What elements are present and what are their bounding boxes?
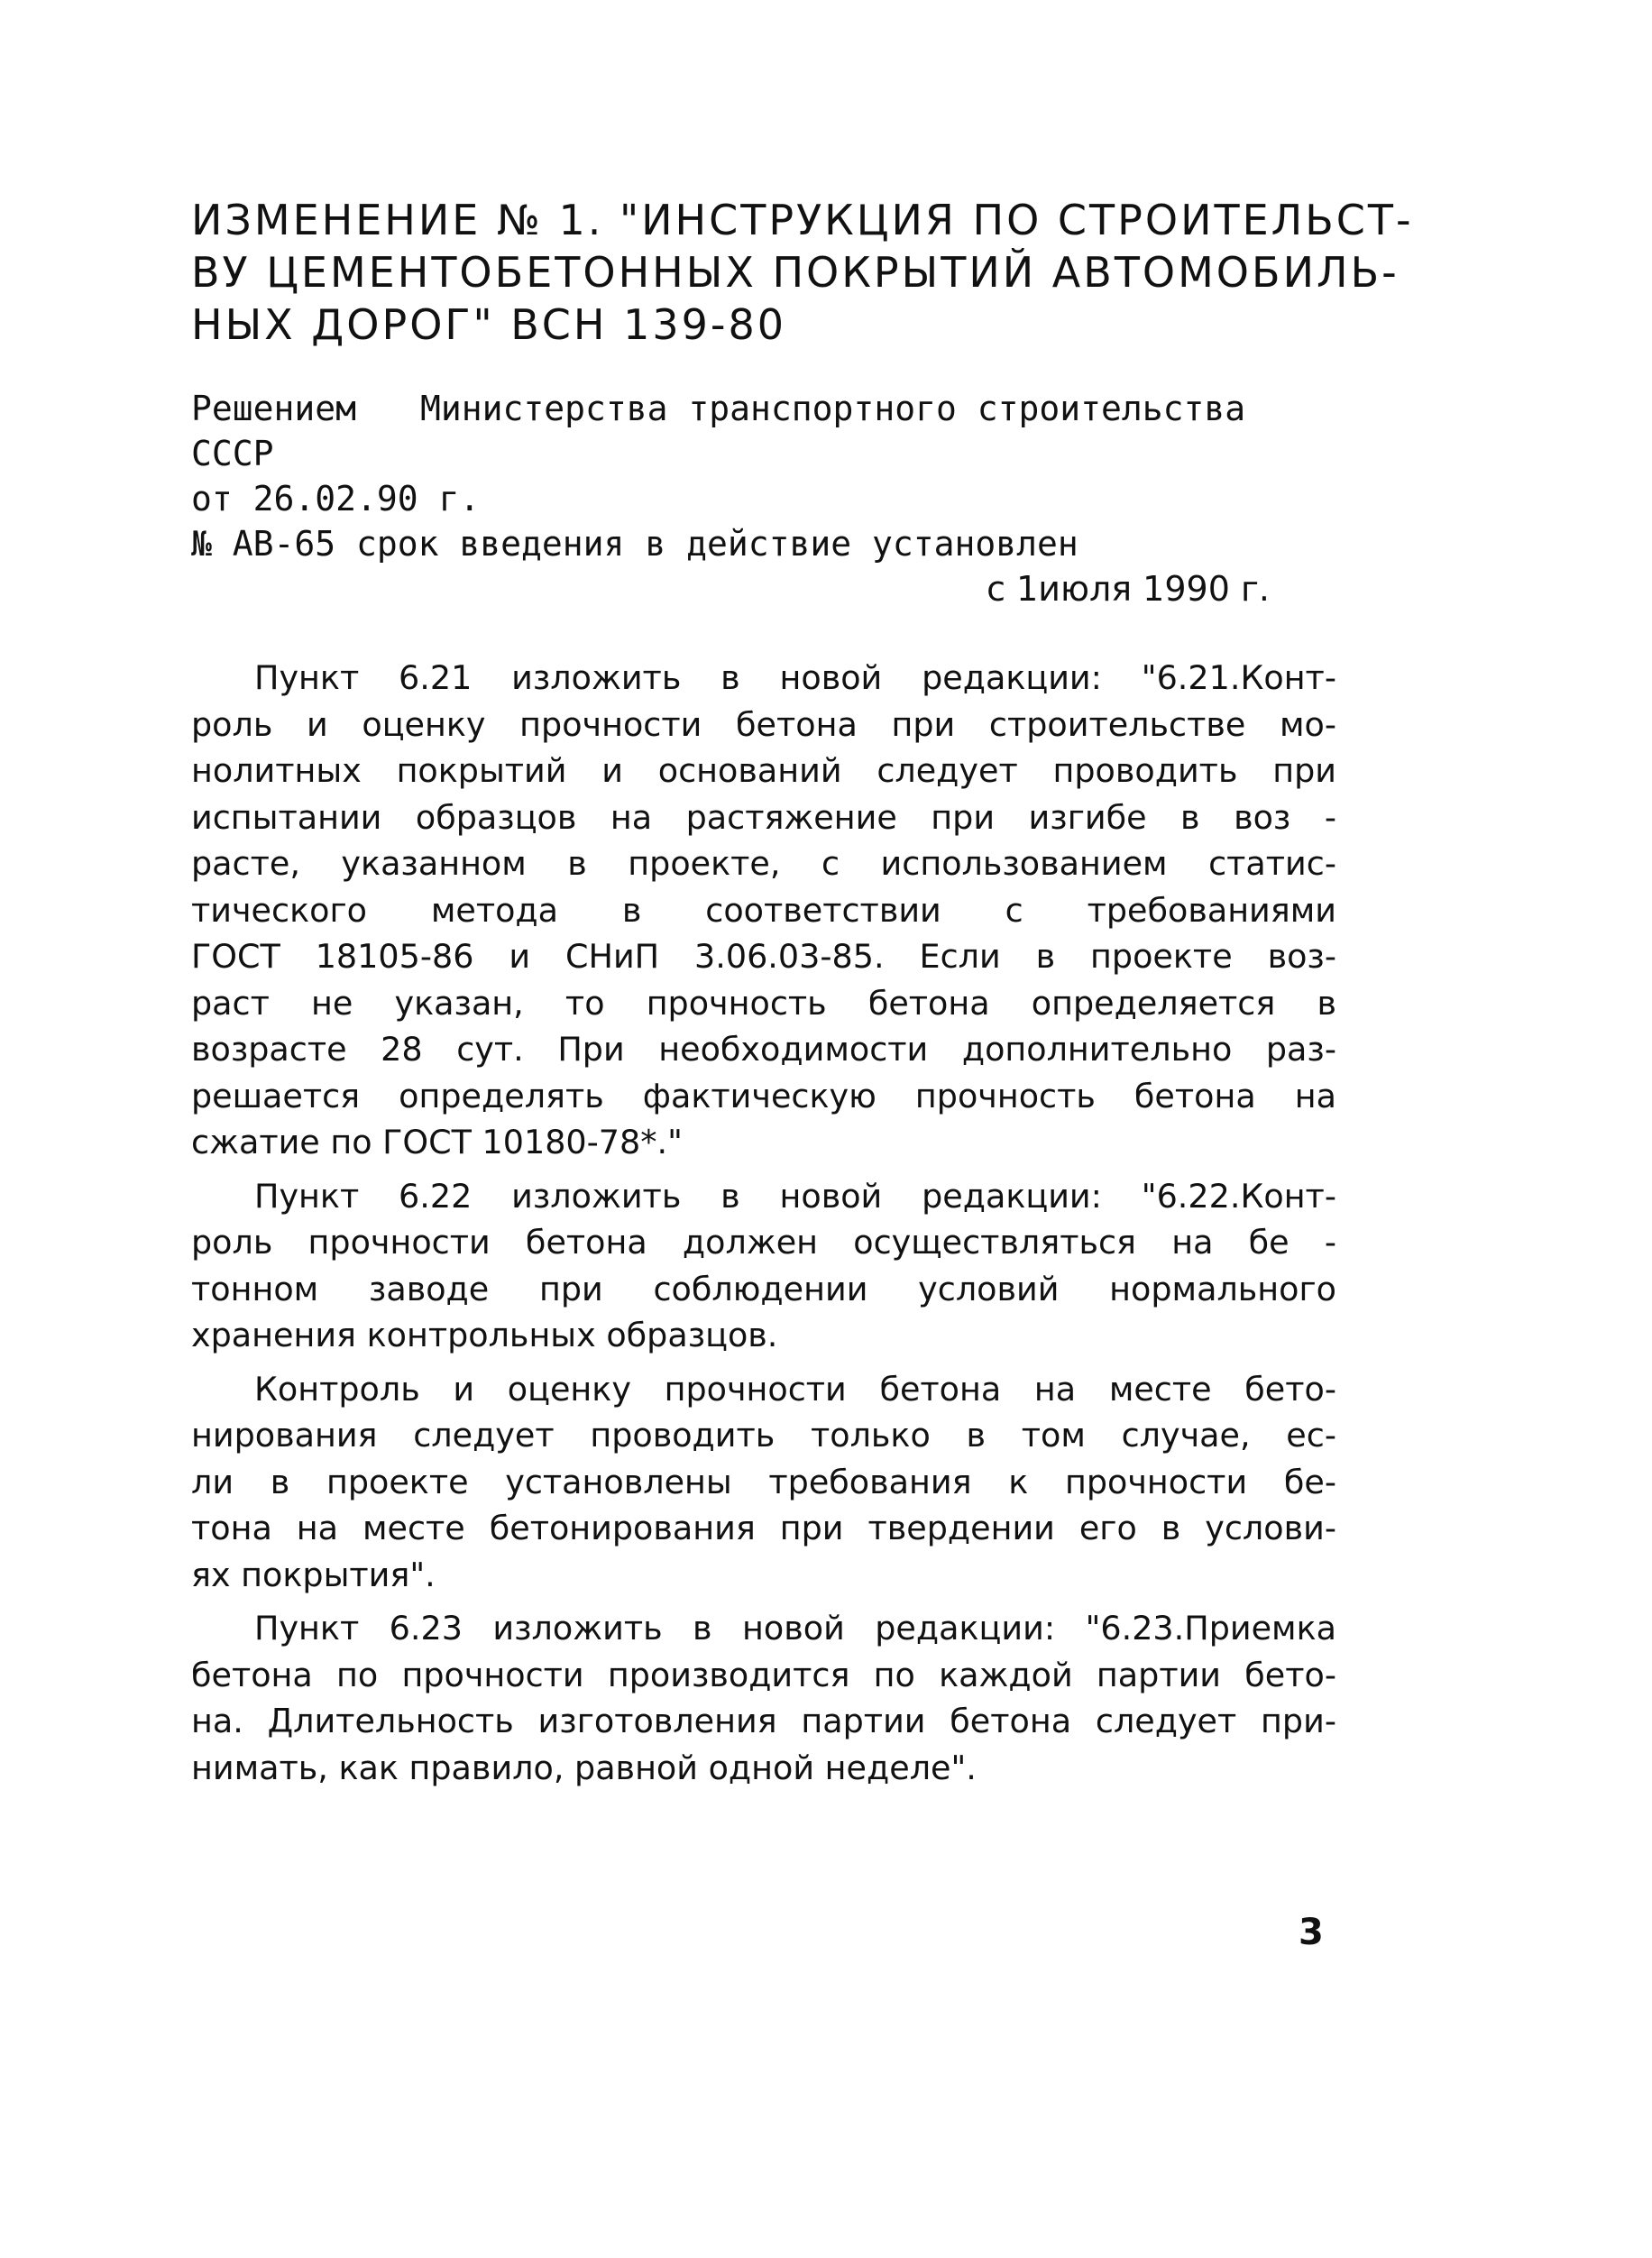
text-line: нирования следует проводить только в том случае, ес- <box>191 1416 1336 1455</box>
page-number: 3 <box>1299 1912 1324 1953</box>
text-line: на. Длительность изготовления партии бетона следует при- <box>191 1702 1336 1740</box>
decision-row <box>191 386 1363 431</box>
text-line: Контроль и оценку прочности бетона на месте бето- <box>254 1369 1336 1409</box>
text-line: раст не указан, то прочность бетона определяется в <box>191 983 1336 1023</box>
text-line: хранения контрольных образцов. <box>191 1316 778 1354</box>
text-line: Пункт 6.23 изложить в новой редакции: "6.23.Приемка <box>254 1609 1336 1648</box>
document-title <box>191 194 1414 351</box>
text-line: возрасте 28 сут. При необходимости дополнительно раз- <box>191 1030 1336 1069</box>
title-line: ВУ ЦЕМЕНТОБЕТОННЫХ ПОКРЫТИЙ АВТОМОБИЛЬ- <box>191 248 1400 297</box>
document-body <box>191 655 1336 1798</box>
text-line: ях покрытия". <box>191 1555 436 1594</box>
decision-org-tail: СССР <box>191 434 274 473</box>
paragraph-6-22-control <box>191 1366 1336 1599</box>
paragraph-6-22 <box>191 1173 1336 1359</box>
text-line: ли в проекте установлены требования к прочности бе- <box>191 1462 1336 1501</box>
text-line: сжатие по ГОСТ 10180-78*." <box>191 1123 683 1161</box>
title-line: ИЗМЕНЕНИЕ № 1. "ИНСТРУКЦИЯ ПО СТРОИТЕЛЬСТ- <box>191 196 1414 244</box>
paragraph-6-23 <box>191 1605 1336 1791</box>
text-line: роль и оценку прочности бетона при строительстве мо- <box>191 704 1336 744</box>
text-line: бетона по прочности производится по каждой партии бето- <box>191 1655 1336 1694</box>
paragraph-6-21 <box>191 655 1336 1166</box>
text-line: тического метода в соответствии с требованиями <box>191 890 1336 930</box>
text-line: роль прочности бетона должен осуществляться на бе - <box>191 1223 1336 1262</box>
effective-date: с 1июля 1990 г. <box>987 569 1270 609</box>
text-line: тонном заводе при соблюдении условий нормального <box>191 1269 1336 1308</box>
text-line: нимать, как правило, равной одной неделе". <box>191 1748 977 1787</box>
text-line: ГОСТ 18105-86 и СНиП 3.06.03-85. Если в проекте воз- <box>191 937 1336 976</box>
decision-org: Министерства транспортного строительства <box>420 389 1246 428</box>
decision-number: № АВ-65 срок введения в действие установлен <box>191 524 1078 564</box>
text-line: испытании образцов на растяжение при изгибе в воз - <box>191 797 1336 837</box>
text-line: нолитных покрытий и оснований следует проводить при <box>191 751 1336 790</box>
decision-date: от 26.02.90 г. <box>191 479 481 519</box>
title-line: НЫХ ДОРОГ" ВСН 139-80 <box>191 300 787 349</box>
text-line: Пункт 6.22 изложить в новой редакции: "6.22.Конт- <box>254 1176 1336 1216</box>
text-line: тона на месте бетонирования при твердении его в услови- <box>191 1509 1336 1547</box>
decision-label: Решением <box>191 389 357 428</box>
decision-block <box>191 386 1363 611</box>
text-line: Пункт 6.21 изложить в новой редакции: "6.21.Конт- <box>254 658 1336 697</box>
text-line: расте, указанном в проекте, с использованием статис- <box>191 844 1336 883</box>
text-line: решается определять фактическую прочность бетона на <box>191 1076 1336 1115</box>
